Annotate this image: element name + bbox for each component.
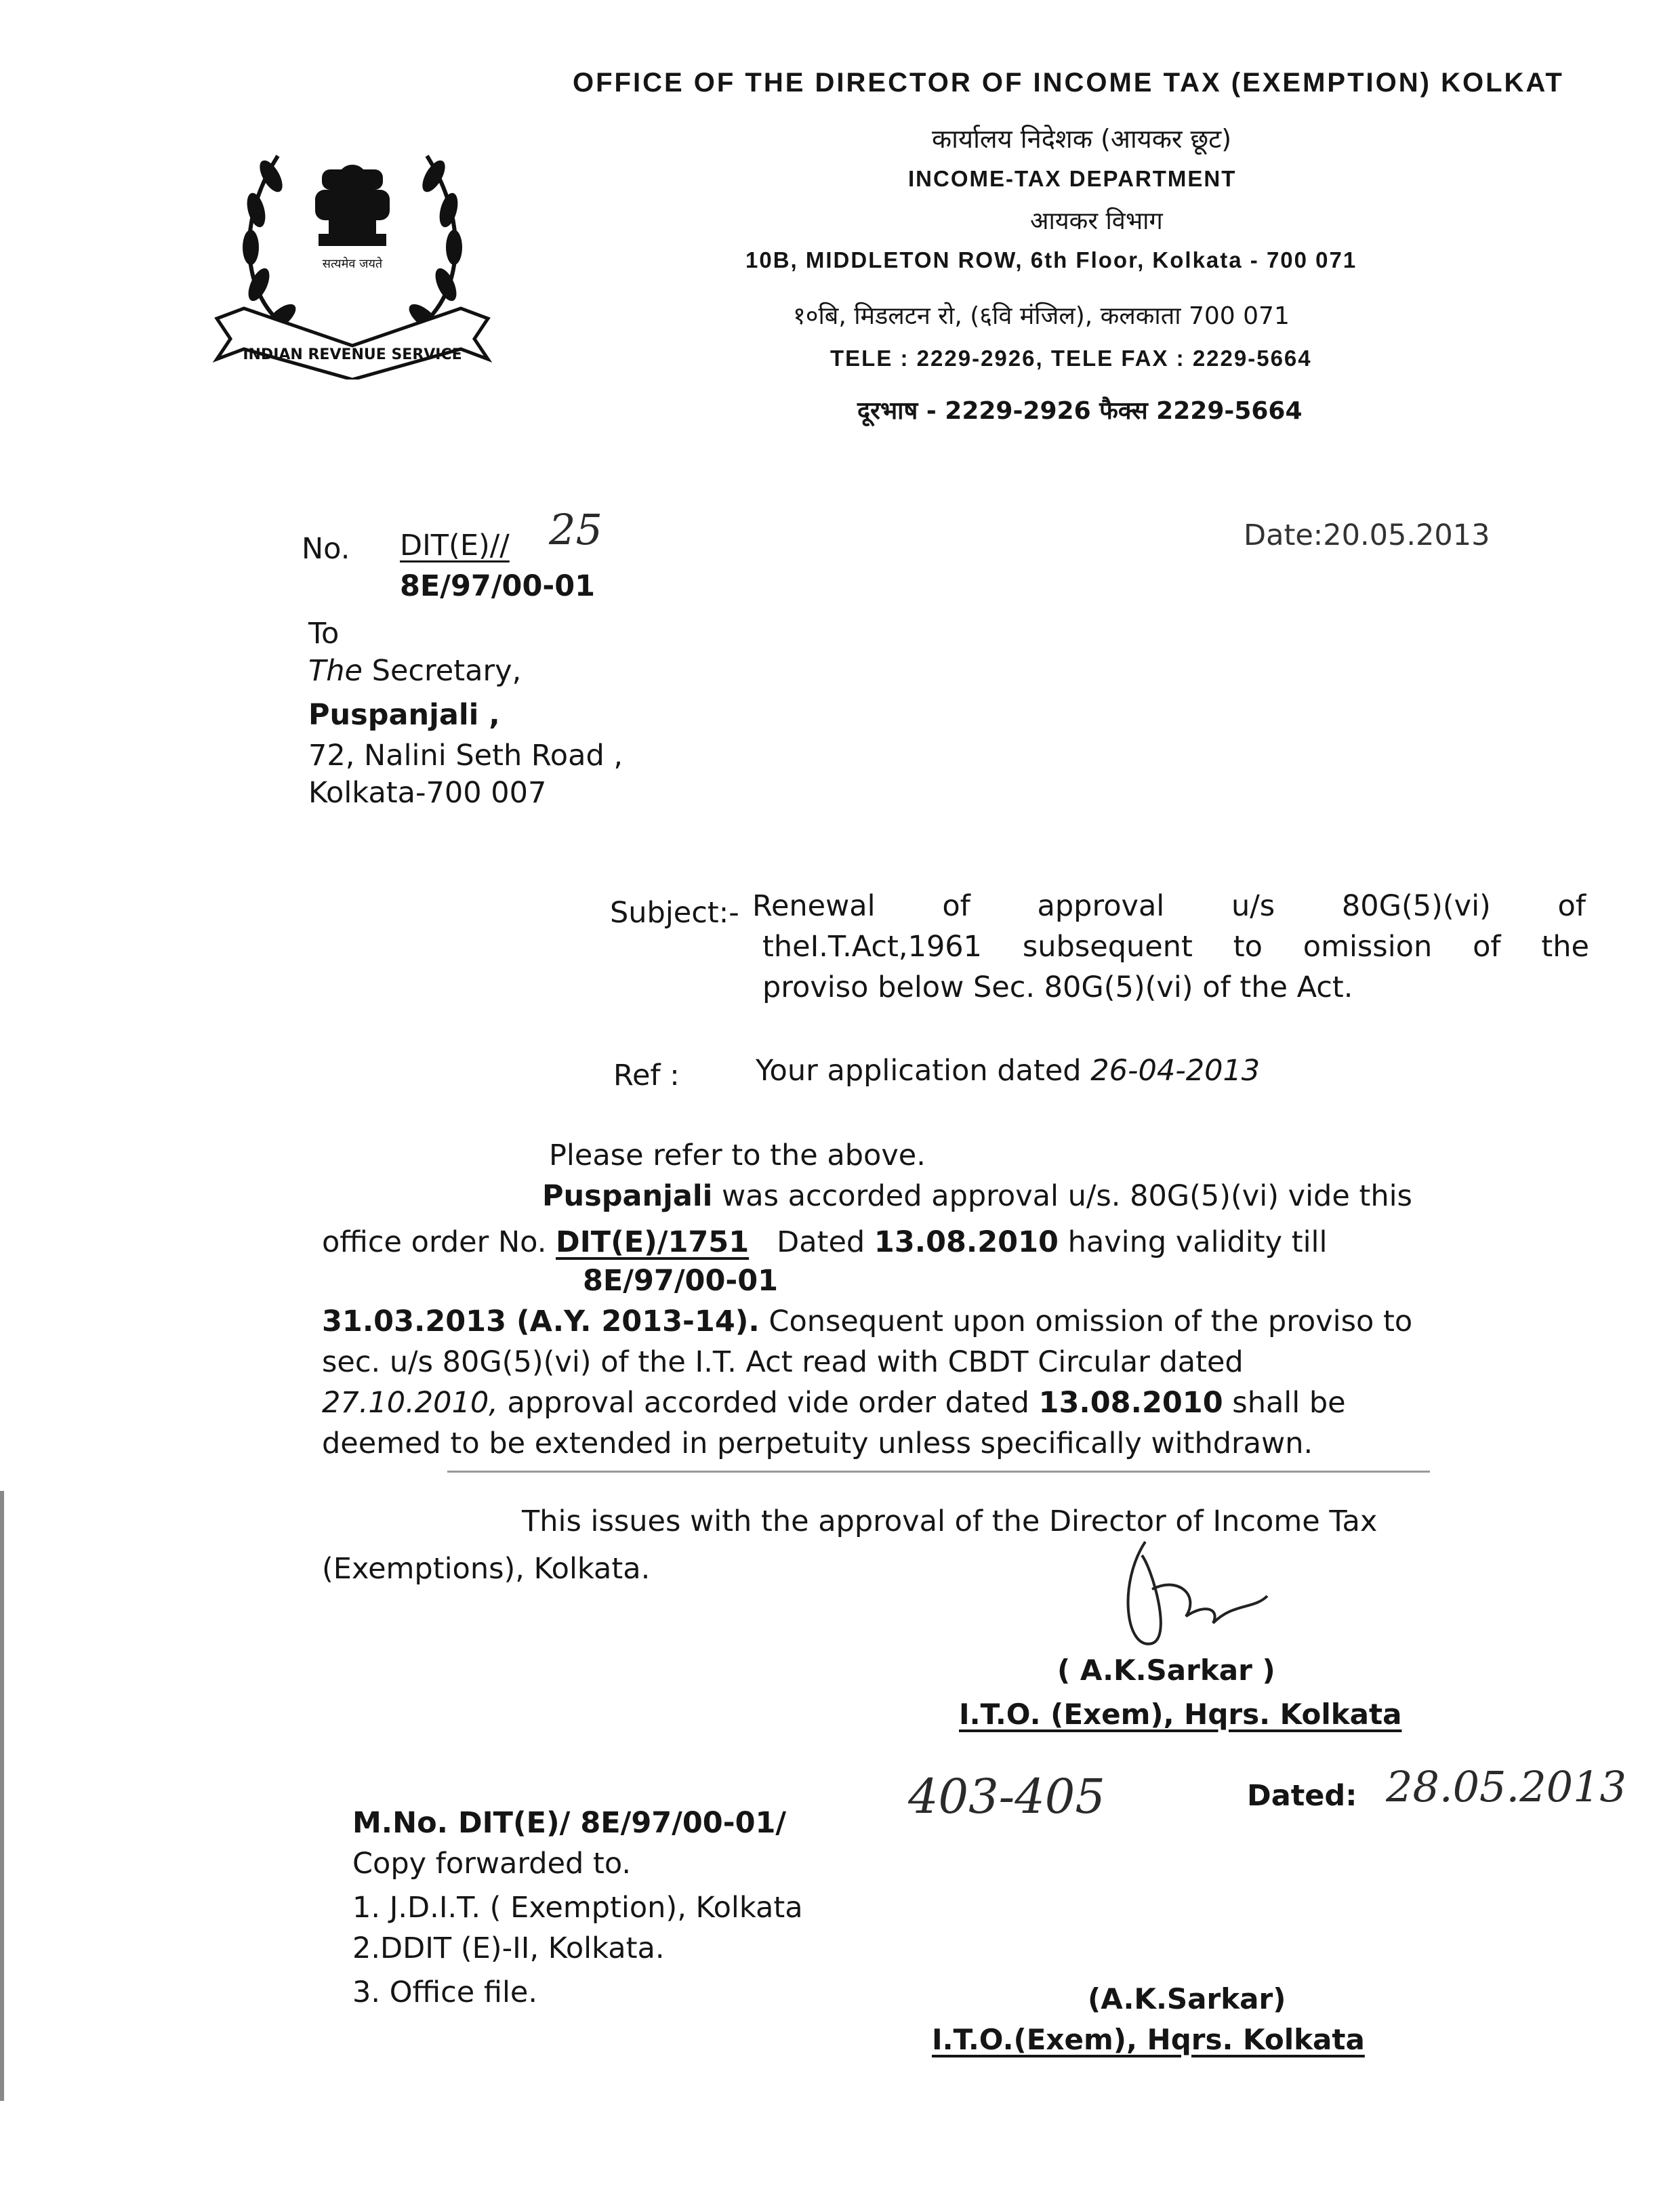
addressee-title-italic: The: [308, 654, 363, 688]
body-validity-date: 31.03.2013 (A.Y. 2013-14).: [322, 1305, 760, 1338]
office-address-hindi: १०बि, मिडलटन रो, (६वि मंजिल), कलकाता 700 071: [793, 302, 1290, 330]
addressee-title-rest: Secretary,: [371, 654, 522, 688]
memo-signatory-name: (A.K.Sarkar): [1088, 1982, 1286, 2015]
department-name-hindi: आयकर विभाग: [1030, 207, 1163, 235]
letter-no-label: No.: [302, 532, 350, 566]
body-para-5: [322, 1305, 1412, 1338]
office-phone-hindi: दूरभाष - 2229-2926 फैक्स 2229-5664: [857, 397, 1303, 425]
ref-date: 26-04-2013: [1090, 1054, 1261, 1088]
body-order-no: DIT(E)/1751: [556, 1225, 750, 1259]
body-order-date-2: 13.08.2010: [1038, 1386, 1223, 1420]
body-para-7: [322, 1386, 1346, 1420]
scan-edge-shadow: [0, 1491, 4, 2101]
body-para-9: This issues with the approval of the Director of Income Tax: [522, 1504, 1378, 1538]
body-dated-label: Dated: [777, 1225, 865, 1259]
body-file-no: 8E/97/00-01: [583, 1264, 779, 1298]
memo-no-label: M.No. DIT(E)/ 8E/97/00-01/: [352, 1806, 787, 1840]
letter-date: Date:20.05.2013: [1244, 518, 1490, 552]
signatory-name: ( A.K.Sarkar ): [1057, 1654, 1275, 1687]
body-para-1: Please refer to the above.: [549, 1139, 926, 1172]
body-para-3: [322, 1225, 1327, 1259]
office-title: OFFICE OF THE DIRECTOR OF INCOME TAX (EXEMPTION) KOLKAT: [573, 68, 1564, 98]
addressee-name: Puspanjali ,: [308, 698, 500, 732]
body-para-10: (Exemptions), Kolkata.: [322, 1552, 651, 1586]
subject-line-3: proviso below Sec. 80G(5)(vi) of the Act.: [762, 970, 1353, 1004]
office-title-hindi: कार्यालय निदेशक (आयकर छूट): [932, 124, 1232, 154]
handwritten-signature: [1105, 1528, 1281, 1664]
pen-underline: [447, 1471, 1430, 1473]
body-para-2-text: was accorded approval u/s. 80G(5)(vi) vide this: [722, 1179, 1412, 1213]
letter-file-no: 8E/97/00-01: [400, 569, 596, 603]
emblem-ribbon-text: INDIAN REVENUE SERVICE: [243, 346, 462, 363]
body-order-label: office order No.: [322, 1225, 547, 1259]
emblem-motto: सत्यमेव जयते: [322, 257, 383, 271]
ref-text-main: Your application dated: [756, 1054, 1082, 1088]
letter-no-value: DIT(E)//: [400, 529, 510, 562]
ref-label: Ref :: [613, 1059, 680, 1092]
subject-label: Subject:-: [610, 896, 739, 930]
body-para-2: [542, 1179, 1412, 1213]
body-validity-label: having validity till: [1067, 1225, 1328, 1259]
body-para-7-text: approval accorded vide order dated: [507, 1386, 1029, 1420]
department-name: INCOME-TAX DEPARTMENT: [908, 166, 1237, 191]
memo-dated-label: Dated:: [1247, 1779, 1357, 1813]
irs-emblem-logo: [203, 115, 501, 380]
body-para-5-text: Consequent upon omission of the proviso to: [769, 1305, 1413, 1338]
memo-no-handwritten: 403-405: [908, 1769, 1105, 1824]
body-org-name: Puspanjali: [542, 1179, 713, 1213]
signatory-designation: I.T.O. (Exem), Hqrs. Kolkata: [959, 1698, 1402, 1731]
copy-recipient-2: 2.DDIT (E)-II, Kolkata.: [352, 1931, 665, 1965]
ref-text: [756, 1054, 1260, 1088]
memo-signatory-designation: I.T.O.(Exem), Hqrs. Kolkata: [932, 2023, 1365, 2056]
letter-no-handwritten: 25: [549, 505, 602, 554]
body-order-date: 13.08.2010: [874, 1225, 1059, 1259]
addressee-title: [308, 654, 521, 688]
body-para-8: deemed to be extended in perpetuity unless specifically withdrawn.: [322, 1427, 1313, 1460]
addressee-city: Kolkata-700 007: [308, 776, 547, 810]
memo-date-handwritten: 28.05.2013: [1386, 1762, 1626, 1811]
copy-recipient-3: 3. Office file.: [352, 1975, 538, 2009]
copy-recipient-1: 1. J.D.I.T. ( Exemption), Kolkata: [352, 1891, 803, 1925]
to-label: To: [308, 617, 340, 651]
office-address: 10B, MIDDLETON ROW, 6th Floor, Kolkata - 700 071: [745, 247, 1357, 272]
body-circular-date: 27.10.2010,: [322, 1386, 498, 1420]
subject-line-1: Renewal of approval u/s 80G(5)(vi) of: [752, 889, 1586, 923]
office-phone: TELE : 2229-2926, TELE FAX : 2229-5664: [830, 346, 1312, 371]
body-para-6: sec. u/s 80G(5)(vi) of the I.T. Act read with CBDT Circular dated: [322, 1345, 1244, 1379]
addressee-street: 72, Nalini Seth Road ,: [308, 739, 623, 773]
copy-forwarded-label: Copy forwarded to.: [352, 1847, 632, 1881]
subject-line-2: theI.T.Act,1961 subsequent to omission of the: [762, 930, 1589, 964]
body-para-7-end: shall be: [1232, 1386, 1346, 1420]
